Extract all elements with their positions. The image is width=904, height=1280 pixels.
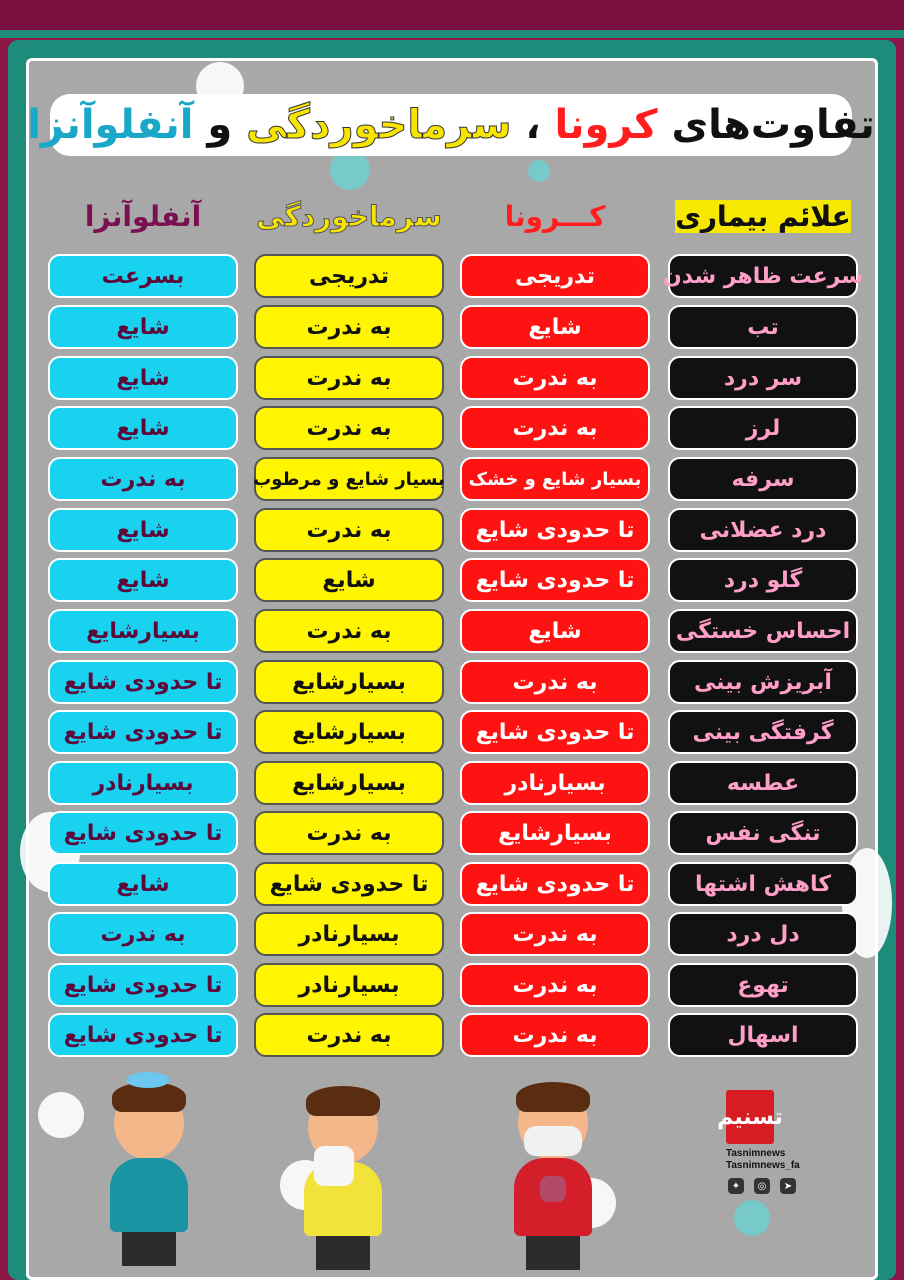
title-part-flu: آنفلوآنزا: [27, 102, 194, 148]
corona-cell: به ندرت: [460, 660, 650, 704]
tasnim-logo: تسنیم: [726, 1090, 774, 1144]
header-corona: کـــرونا: [504, 200, 606, 233]
title-part-corona: کرونا: [554, 102, 658, 148]
flu-cell: تا حدودی شایع: [48, 1013, 238, 1057]
top-stripe: [0, 30, 904, 38]
twitter-icon[interactable]: ✦: [728, 1178, 744, 1194]
symptom-cell: گرفتگی بینی: [668, 710, 858, 754]
symptom-cell: عطسه: [668, 761, 858, 805]
symptom-cell: احساس خستگی: [668, 609, 858, 653]
title-separator: ،: [525, 102, 541, 148]
corona-cell: به ندرت: [460, 356, 650, 400]
flu-cell: تا حدودی شایع: [48, 811, 238, 855]
flu-cell: تا حدودی شایع: [48, 660, 238, 704]
flu-cell: شایع: [48, 558, 238, 602]
symptom-cell: اسهال: [668, 1013, 858, 1057]
cold-cell: تدریجی: [254, 254, 444, 298]
symptom-cell: سرعت ظاهر شدن: [668, 254, 858, 298]
flu-cell: بسیارشایع: [48, 609, 238, 653]
flu-cell: شایع: [48, 508, 238, 552]
header-symptoms: [668, 200, 858, 244]
cold-cell: به ندرت: [254, 356, 444, 400]
symptom-cell: آبریزش بینی: [668, 660, 858, 704]
header-symptoms-label: علائم بیماری: [675, 200, 851, 233]
corona-cell: به ندرت: [460, 406, 650, 450]
symptom-cell: گلو درد: [668, 558, 858, 602]
flu-cell: شایع: [48, 305, 238, 349]
cold-cell: به ندرت: [254, 811, 444, 855]
cold-cell: بسیارشایع: [254, 710, 444, 754]
symptom-cell: دل درد: [668, 912, 858, 956]
logo-site-name: Tasnimnews: [726, 1148, 786, 1159]
flu-cell: تا حدودی شایع: [48, 963, 238, 1007]
corona-character-illustration: [500, 1076, 610, 1270]
cold-cell: بسیار شایع و مرطوب: [254, 457, 444, 501]
instagram-icon[interactable]: ◎: [754, 1178, 770, 1194]
title-part-and: و: [207, 102, 233, 148]
cold-cell: به ندرت: [254, 1013, 444, 1057]
virus-icon: [734, 1200, 770, 1236]
corona-cell: شایع: [460, 609, 650, 653]
cold-cell: بسیارشایع: [254, 761, 444, 805]
cold-character-illustration: [290, 1080, 400, 1270]
cold-cell: بسیارنادر: [254, 963, 444, 1007]
flu-cell: به ندرت: [48, 912, 238, 956]
flu-cell: شایع: [48, 406, 238, 450]
virus-icon: [528, 160, 550, 182]
corona-cell: بسیارشایع: [460, 811, 650, 855]
cold-cell: تا حدودی شایع: [254, 862, 444, 906]
title-part-differences: تفاوت‌های: [671, 102, 875, 148]
cold-cell: بسیارشایع: [254, 660, 444, 704]
cold-cell: بسیارنادر: [254, 912, 444, 956]
symptom-cell: کاهش اشتها: [668, 862, 858, 906]
title-part-cold: سرماخوردگی: [246, 102, 512, 148]
header-flu: آنفلوآنزا: [84, 200, 202, 233]
corona-cell: شایع: [460, 305, 650, 349]
corona-cell: تا حدودی شایع: [460, 558, 650, 602]
corona-cell: تدریجی: [460, 254, 650, 298]
symptom-cell: تهوع: [668, 963, 858, 1007]
corona-cell: به ندرت: [460, 1013, 650, 1057]
flu-cell: به ندرت: [48, 457, 238, 501]
corona-cell: بسیار شایع و خشک: [460, 457, 650, 501]
flu-cell: بسیارنادر: [48, 761, 238, 805]
symptom-cell: لرز: [668, 406, 858, 450]
flu-cell: تا حدودی شایع: [48, 710, 238, 754]
flu-cell: بسرعت: [48, 254, 238, 298]
top-bar: [0, 0, 904, 30]
corona-cell: تا حدودی شایع: [460, 862, 650, 906]
cold-cell: شایع: [254, 558, 444, 602]
corona-cell: به ندرت: [460, 963, 650, 1007]
header-cold: سرماخوردگی: [256, 200, 442, 233]
cold-cell: به ندرت: [254, 305, 444, 349]
symptom-cell: تب: [668, 305, 858, 349]
logo-handle: Tasnimnews_fa: [726, 1160, 800, 1171]
corona-cell: بسیارنادر: [460, 761, 650, 805]
symptom-cell: سر درد: [668, 356, 858, 400]
flu-character-illustration: [96, 1066, 206, 1266]
page-title: [27, 94, 875, 156]
cold-cell: به ندرت: [254, 508, 444, 552]
virus-icon: [38, 1092, 84, 1138]
symptom-cell: تنگی نفس: [668, 811, 858, 855]
virus-icon: [330, 150, 370, 190]
corona-cell: تا حدودی شایع: [460, 508, 650, 552]
corona-cell: به ندرت: [460, 912, 650, 956]
symptom-cell: سرفه: [668, 457, 858, 501]
cold-cell: به ندرت: [254, 406, 444, 450]
corona-cell: تا حدودی شایع: [460, 710, 650, 754]
telegram-icon[interactable]: ➤: [780, 1178, 796, 1194]
symptom-cell: درد عضلانی: [668, 508, 858, 552]
flu-cell: شایع: [48, 356, 238, 400]
flu-cell: شایع: [48, 862, 238, 906]
cold-cell: به ندرت: [254, 609, 444, 653]
